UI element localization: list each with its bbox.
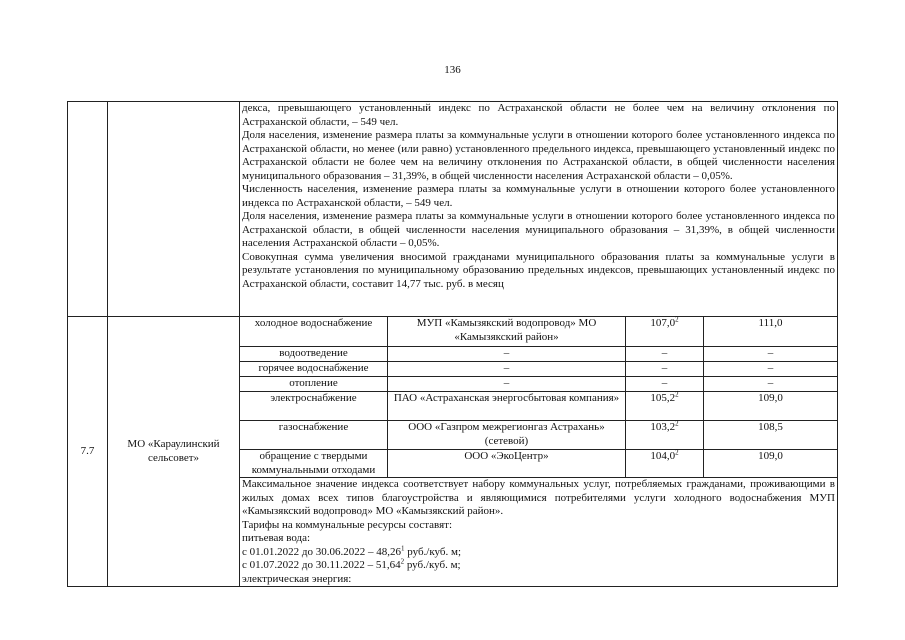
- organization-name: ООО «Газпром межрегионгаз Астрахань» (сетевой): [388, 421, 626, 450]
- limit-value: 109,0: [704, 450, 838, 478]
- limit-value: –: [704, 347, 838, 362]
- service-name: электроснабжение: [240, 392, 388, 421]
- service-name: горячее водоснабжение: [240, 362, 388, 377]
- index-value: –: [626, 347, 704, 362]
- table-row: [68, 317, 838, 347]
- electricity-heading: электрическая энергия:: [242, 572, 352, 585]
- organization-name: ООО «ЭкоЦентр»: [388, 450, 626, 478]
- continuation-text: [240, 102, 838, 317]
- continuation-row: [68, 102, 838, 317]
- paragraph: Доля населения, изменение размера платы за коммунальные услуги в отношении которого более установленного индекса по Астраханской области, в общей численности населения муниципального образования – 31,39%, в общей численности населения Астраханской области – 0,05%.: [242, 210, 835, 249]
- indices-table: [67, 101, 838, 587]
- service-name: водоотведение: [240, 347, 388, 362]
- water-heading: питьевая вода:: [242, 532, 311, 544]
- organization-name: МУП «Камызякский водопровод» МО «Камызякский район»: [388, 317, 626, 347]
- paragraph: Совокупная сумма увеличения вносимой гражданами муниципального образования платы за коммунальные услуги в результате установления по муниципальному образованию предельных индексов, превышающих установленный индекс по Астраханской области, составит 14,77 тыс. руб. в месяц: [242, 250, 835, 290]
- limit-value: 108,5: [704, 421, 838, 450]
- municipality-cell-empty: [108, 102, 240, 317]
- paragraph: Численность населения, изменение размера платы за коммунальные услуги в отношении которого более установленного индекса по Астраханской области, – 549 чел.: [242, 183, 835, 209]
- tariffs-heading: Тарифы на коммунальные ресурсы составят:: [242, 518, 453, 531]
- limit-value: 109,0: [704, 392, 838, 421]
- index-value: 103,2$^2$: [626, 421, 704, 450]
- notes-text: [240, 478, 838, 587]
- paragraph: декса, превышающего установленный индекс по Астраханской области не более чем на величину отклонения по Астраханской области, – 549 чел.: [242, 102, 835, 128]
- limit-value: –: [704, 377, 838, 392]
- index-value: 105,2$^2$: [626, 392, 704, 421]
- organization-name: –: [388, 377, 626, 392]
- water-tariff-period-1: с 01.01.2022 до 30.06.2022 – 48,26$^1$ руб./куб. м;: [242, 543, 462, 558]
- organization-name: –: [388, 347, 626, 362]
- paragraph: Доля населения, изменение размера платы за коммунальные услуги в отношении которого более установленного индекса по Астраханской области, но менее (или равно) установленного предельного индекса, превышающего установленный индекс по Астраханской области не более чем на величину отклонения по Астраханской области, в общей численности населения муниципального образования – 31,39%, в общей численности населения Астраханской области – 0,05%.: [242, 129, 835, 182]
- index-value: 104,0$^2$: [626, 450, 704, 478]
- service-name: холодное водоснабжение: [240, 317, 388, 347]
- organization-name: ПАО «Астраханская энергосбытовая компания»: [388, 392, 626, 421]
- municipality-name: МО «Караулинский сельсовет»: [108, 317, 240, 587]
- number-cell-empty: [68, 102, 108, 317]
- index-value: 107,0$^2$: [626, 317, 704, 347]
- organization-name: –: [388, 362, 626, 377]
- service-name: обращение с твердыми коммунальными отходами: [240, 450, 388, 478]
- service-name: газоснабжение: [240, 421, 388, 450]
- page-number: 136: [444, 64, 461, 76]
- row-number: 7.7: [68, 317, 108, 587]
- index-value: –: [626, 362, 704, 377]
- index-value: –: [626, 377, 704, 392]
- limit-value: –: [704, 362, 838, 377]
- water-tariff-period-2: с 01.07.2022 до 30.11.2022 – 51,64$^2$ руб./куб. м;: [242, 557, 461, 571]
- max-index-note: Максимальное значение индекса соответствует набору коммунальных услуг, потребляемых гражданами, проживающими в жилых домах всех типов благоустройства и являющимися потребителями услуги холодного водоснабжения МУП «Камызякский водопровод» МО «Камызякский район».: [242, 478, 835, 517]
- limit-value: 111,0: [704, 317, 838, 347]
- service-name: отопление: [240, 377, 388, 392]
